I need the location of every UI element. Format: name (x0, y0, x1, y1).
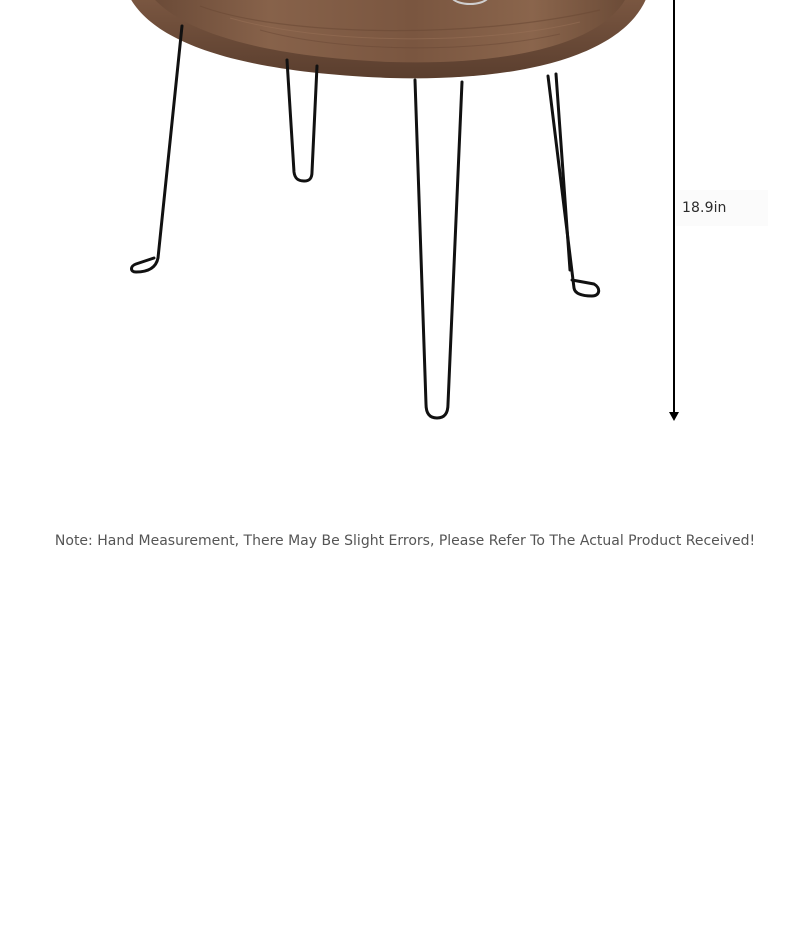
tabletop (128, 0, 648, 78)
arrow-down-icon (669, 412, 679, 421)
height-dimension-label: 18.9in (682, 200, 727, 216)
table-product-image (0, 0, 790, 440)
height-dimension-badge (676, 190, 768, 226)
measurement-note: Note: Hand Measurement, There May Be Slight Errors, Please Refer To The Actual Product Received! (54, 533, 756, 549)
table-legs (132, 26, 599, 418)
